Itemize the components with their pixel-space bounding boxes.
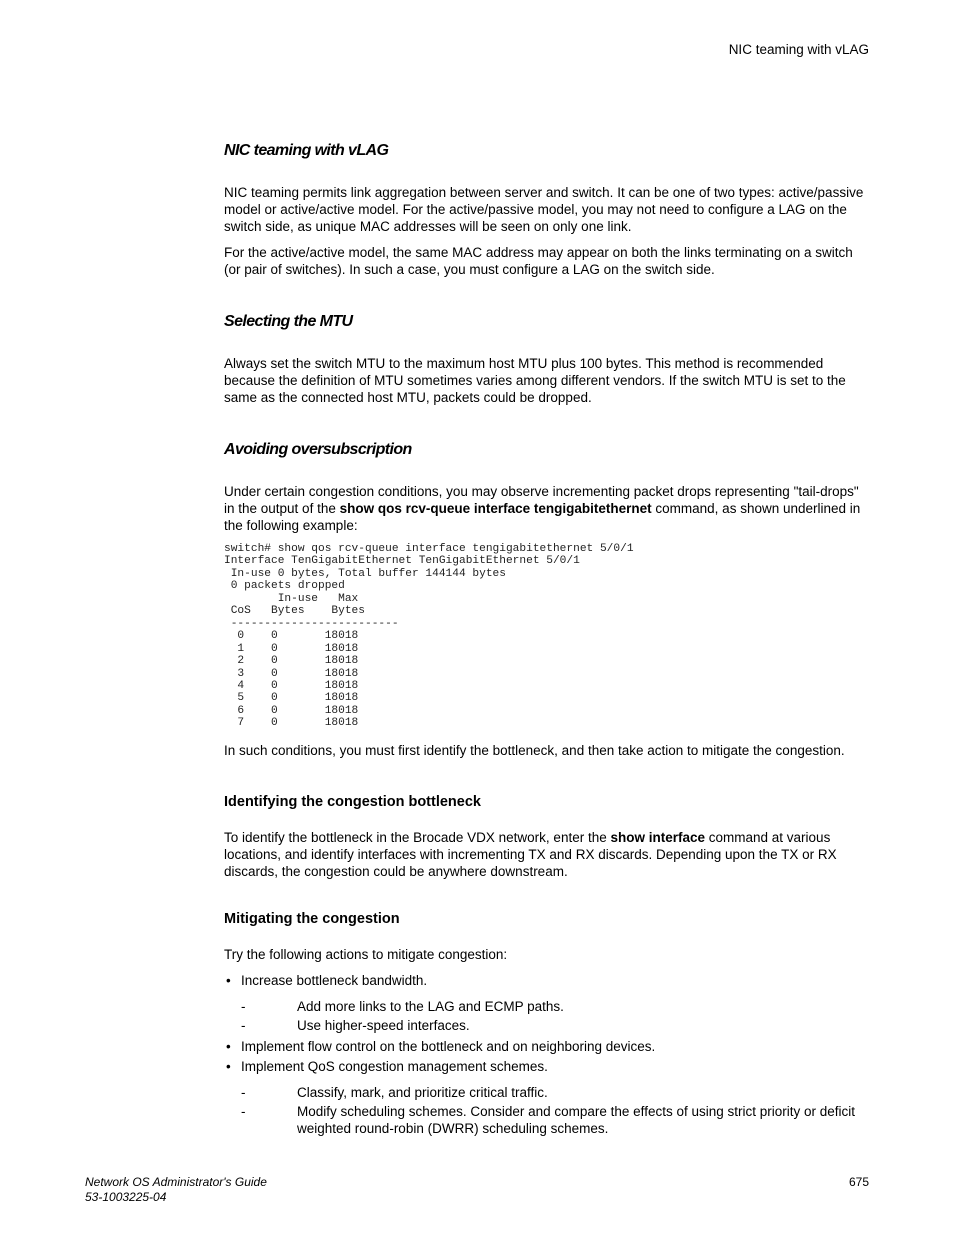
bullet-icon: • <box>226 1038 231 1054</box>
list-item-text: Increase bottleneck bandwidth. <box>241 972 428 988</box>
running-header: NIC teaming with vLAG <box>728 42 869 57</box>
paragraph-mitigate-intro: Try the following actions to mitigate congestion: <box>224 946 508 962</box>
dash-icon: - <box>241 1084 246 1100</box>
footer-page-number: 675 <box>848 1175 869 1189</box>
code-example: switch# show qos rcv-queue interface tengigabitethernet 5/0/1 Interface TenGigabitEthernet TenGigabitEthernet 5/0/1 In-use 0 bytes, Total buffer 144144 bytes 0 packets dropped In-use Max CoS Bytes Bytes ------------------------- 0 0 18018 1 0 18018 2 0 18018 3 0 18018 4 0 18018 5 0 18018 6 0 18018 7 0 18018 <box>224 543 634 730</box>
text: Under certain congestion conditions, you may observe incrementing packet drops representing "tail-drops" in the output of the <box>224 484 859 516</box>
mitigation-list <box>224 972 870 989</box>
command-text: show interface <box>610 829 706 845</box>
subsection-title-identify: Identifying the congestion bottleneck <box>224 793 481 810</box>
subsection-title-mitigate: Mitigating the congestion <box>224 910 400 927</box>
dash-icon: - <box>241 998 246 1014</box>
list-item <box>224 1038 870 1055</box>
sub-list-item <box>224 998 870 1015</box>
footer-doc-info <box>85 1175 267 1205</box>
section-title-nic-teaming: NIC teaming with vLAG <box>224 142 389 159</box>
mitigation-list <box>224 1038 870 1075</box>
list-item-text: Implement QoS congestion management schemes. <box>241 1058 548 1074</box>
paragraph-mtu-1: Always set the switch MTU to the maximum host MTU plus 100 bytes. This method is recommended because the definition of MTU sometimes varies among different vendors. If the switch MTU is set to the same as the connected host MTU, packets could be dropped. <box>224 356 846 405</box>
sub-list-item <box>224 1103 870 1137</box>
bullet-icon: • <box>226 972 231 988</box>
paragraph-nic-1: NIC teaming permits link aggregation between server and switch. It can be one of two types: active/passive model or active/active model. For the active/passive model, you may not need to configure a LAG on the switch side, as unique MAC addresses will be seen on only one link. <box>224 185 864 234</box>
list-item-text: Implement flow control on the bottleneck and on neighboring devices. <box>241 1038 656 1054</box>
page-content <box>224 138 870 1141</box>
list-item <box>224 972 870 989</box>
sub-list-item-text: Classify, mark, and prioritize critical traffic. <box>297 1084 548 1100</box>
footer-doc-title: Network OS Administrator's Guide <box>85 1175 267 1189</box>
paragraph-identify-1 <box>224 829 870 880</box>
sub-list <box>224 1084 870 1137</box>
section-title-oversubscription: Avoiding oversubscription <box>224 441 412 458</box>
paragraph-oversubscription-2: In such conditions, you must first identify the bottleneck, and then take action to mitigate the congestion. <box>224 742 845 758</box>
dash-icon: - <box>241 1103 246 1119</box>
list-item <box>224 1058 870 1075</box>
footer-doc-number: 53-1003225-04 <box>85 1190 167 1204</box>
sub-list-item <box>224 1084 870 1101</box>
bullet-icon: • <box>226 1058 231 1074</box>
sub-list-item <box>224 1017 870 1034</box>
dash-icon: - <box>241 1017 246 1033</box>
section-title-mtu: Selecting the MTU <box>224 313 353 330</box>
text: To identify the bottleneck in the Brocade VDX network, enter the <box>224 829 611 845</box>
paragraph-oversubscription-1 <box>224 483 870 534</box>
sub-list <box>224 998 870 1034</box>
command-text: show qos rcv-queue interface tengigabitethernet <box>339 501 652 516</box>
text: command, as shown underlined in the following example: <box>224 501 861 533</box>
paragraph-nic-2: For the active/active model, the same MAC address may appear on both the links terminating on a switch (or pair of switches). In such a case, you must configure a LAG on the switch side. <box>224 245 853 277</box>
sub-list-item-text: Use higher-speed interfaces. <box>297 1017 470 1033</box>
sub-list-item-text: Add more links to the LAG and ECMP paths. <box>297 998 564 1014</box>
sub-list-item-text: Modify scheduling schemes. Consider and compare the effects of using strict priority or deficit weighted round-robin (DWRR) scheduling schemes. <box>297 1103 856 1136</box>
text: command at various locations, and identify interfaces with incrementing TX and RX discards. Depending upon the TX or RX discards, the congestion could be anywhere downstream. <box>224 829 837 879</box>
